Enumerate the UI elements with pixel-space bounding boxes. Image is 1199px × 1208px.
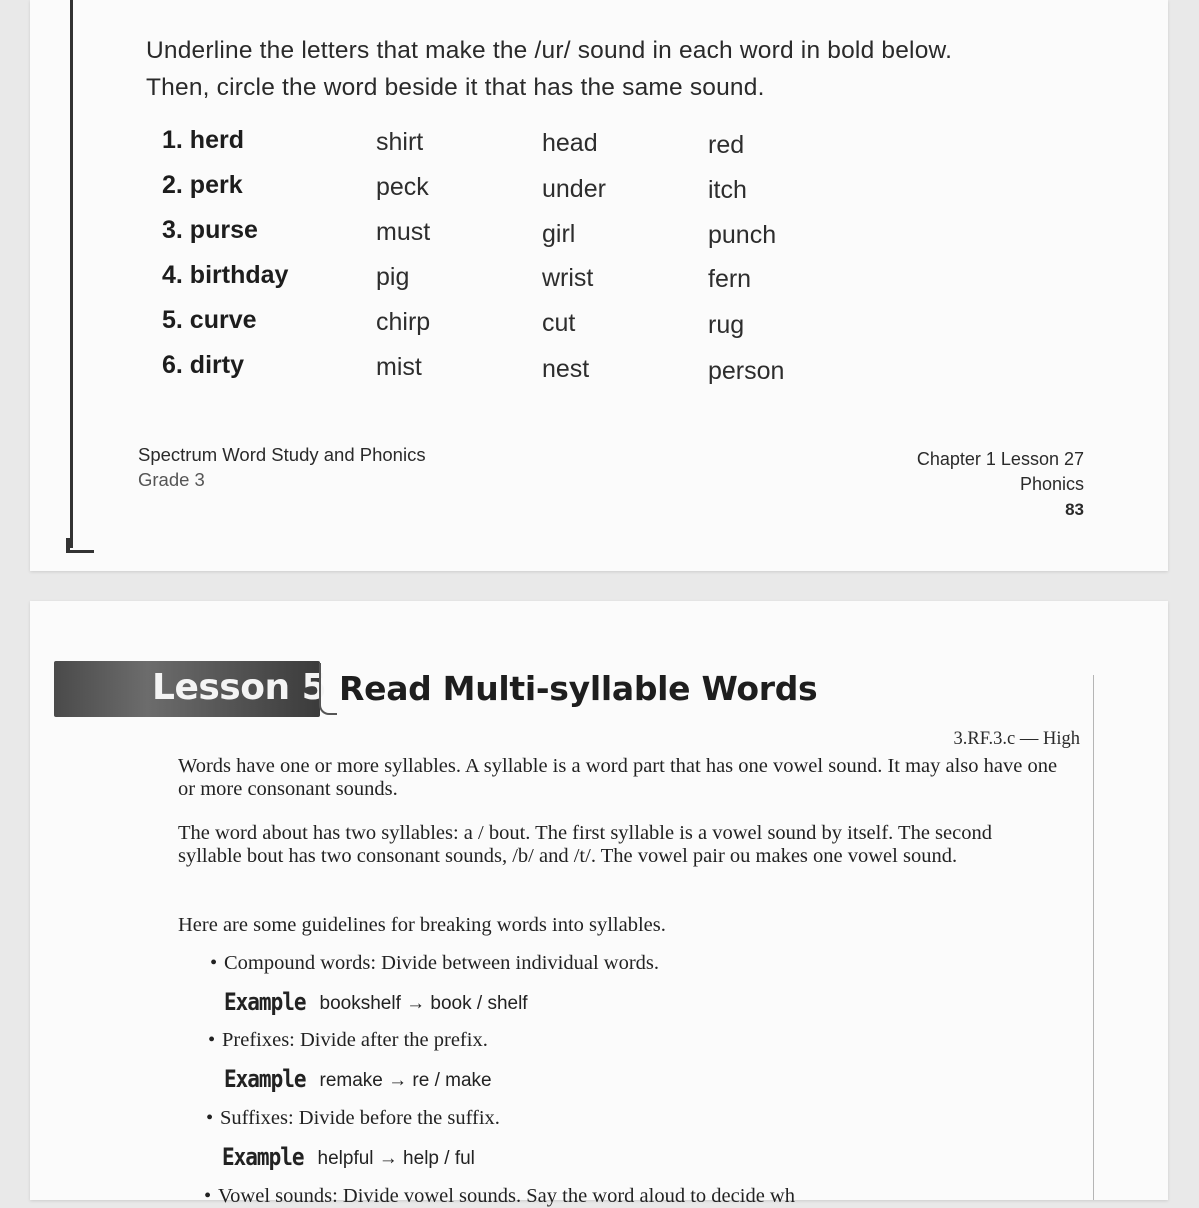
word-row-5 (30, 306, 1168, 346)
grade-label: Grade 3 (138, 469, 205, 490)
word-row-4 (30, 261, 1168, 301)
lesson-label: Lesson 5 (152, 667, 327, 708)
worksheet-page-bottom (30, 601, 1168, 1207)
example-compound (224, 990, 528, 1015)
example-prefixes (224, 1067, 492, 1092)
target-word: 5. curve (162, 306, 257, 334)
example-text: bookshelf → book / shelf (319, 993, 528, 1014)
instruction-line-1: Underline the letters that make the /ur/ sound in each word in bold below. (146, 37, 953, 64)
choice-word[interactable]: shirt (376, 128, 424, 156)
guideline-compound (210, 952, 659, 975)
word-row-2 (30, 171, 1168, 211)
choice-word[interactable]: itch (708, 176, 747, 204)
guideline-text: Suffixes: Divide before the suffix. (220, 1107, 500, 1129)
footer-chapter-info (917, 447, 1084, 522)
choice-word[interactable]: cut (542, 309, 576, 337)
lesson-title: Read Multi-syllable Words (339, 669, 818, 708)
word-row-1 (30, 126, 1168, 166)
book-title: Spectrum Word Study and Phonics (138, 444, 426, 465)
choice-word[interactable]: under (542, 175, 606, 203)
bullet-icon: • (210, 952, 218, 974)
choice-word[interactable]: mist (376, 353, 422, 381)
choice-word[interactable]: head (542, 129, 598, 157)
choice-word[interactable]: nest (542, 355, 590, 383)
choice-word[interactable]: person (708, 357, 785, 385)
example-label: Example (222, 1143, 304, 1171)
choice-word[interactable]: must (376, 218, 431, 246)
example-label: Example (224, 1065, 306, 1093)
page-right-rule (1093, 675, 1094, 1200)
guideline-text: Compound words: Divide between individual words. (224, 952, 660, 974)
choice-word[interactable]: punch (708, 221, 777, 249)
word-row-3 (30, 216, 1168, 256)
target-word: 3. purse (162, 216, 258, 244)
guideline-text: Prefixes: Divide after the prefix. (222, 1029, 488, 1051)
guideline-prefixes (208, 1029, 488, 1052)
choice-word[interactable]: peck (376, 173, 429, 201)
target-word: 4. birthday (162, 261, 289, 289)
choice-word[interactable]: chirp (376, 308, 431, 336)
target-word: 6. dirty (162, 351, 244, 379)
choice-word[interactable]: pig (376, 263, 410, 291)
instructions (146, 32, 1106, 106)
chapter-label: Chapter 1 Lesson 27 (916, 449, 1084, 469)
title-bracket (319, 663, 337, 715)
choice-word[interactable]: girl (542, 220, 576, 248)
example-suffixes (222, 1145, 475, 1170)
worksheet-page-top (30, 0, 1168, 571)
bullet-icon: • (206, 1107, 214, 1129)
choice-word[interactable]: red (708, 131, 745, 159)
target-word: 1. herd (162, 126, 244, 154)
paragraph-guidelines-intro: Here are some guidelines for breaking words into syllables. (178, 914, 666, 936)
bullet-icon: • (208, 1029, 216, 1051)
footer-book-info (138, 442, 426, 492)
bullet-icon: • (204, 1185, 212, 1207)
standard-code: 3.RF.3.c — High (953, 729, 1080, 749)
guideline-text: Vowel sounds: Divide vowel sounds. Say the word aloud to decide wh (218, 1185, 795, 1207)
paragraph-syllables: Words have one or more syllables. A syllable is a word part that has one vowel sound. It may also have one or more consonant sounds. (178, 755, 1058, 800)
paragraph-about-example: The word about has two syllables: a / bout. The first syllable is a vowel sound by itself. The second syllable bout has two consonant sounds, /b/ and /t/. The vowel pair ou makes one vowel sound. (178, 822, 992, 867)
word-row-6 (30, 351, 1168, 391)
target-word: 2. perk (162, 171, 243, 199)
margin-line-foot (66, 538, 94, 553)
guideline-vowel-sounds (204, 1185, 795, 1208)
choice-word[interactable]: fern (708, 265, 752, 293)
choice-word[interactable]: rug (708, 311, 745, 339)
subject-label: Phonics (1019, 474, 1084, 494)
example-text: helpful → help / ful (317, 1148, 475, 1169)
guideline-suffixes (206, 1107, 500, 1130)
example-text: remake → re / make (319, 1070, 492, 1091)
page-number: 83 (1065, 500, 1084, 519)
instruction-line-2: Then, circle the word beside it that has the same sound. (146, 74, 765, 101)
example-label: Example (224, 988, 306, 1016)
choice-word[interactable]: wrist (542, 264, 594, 292)
